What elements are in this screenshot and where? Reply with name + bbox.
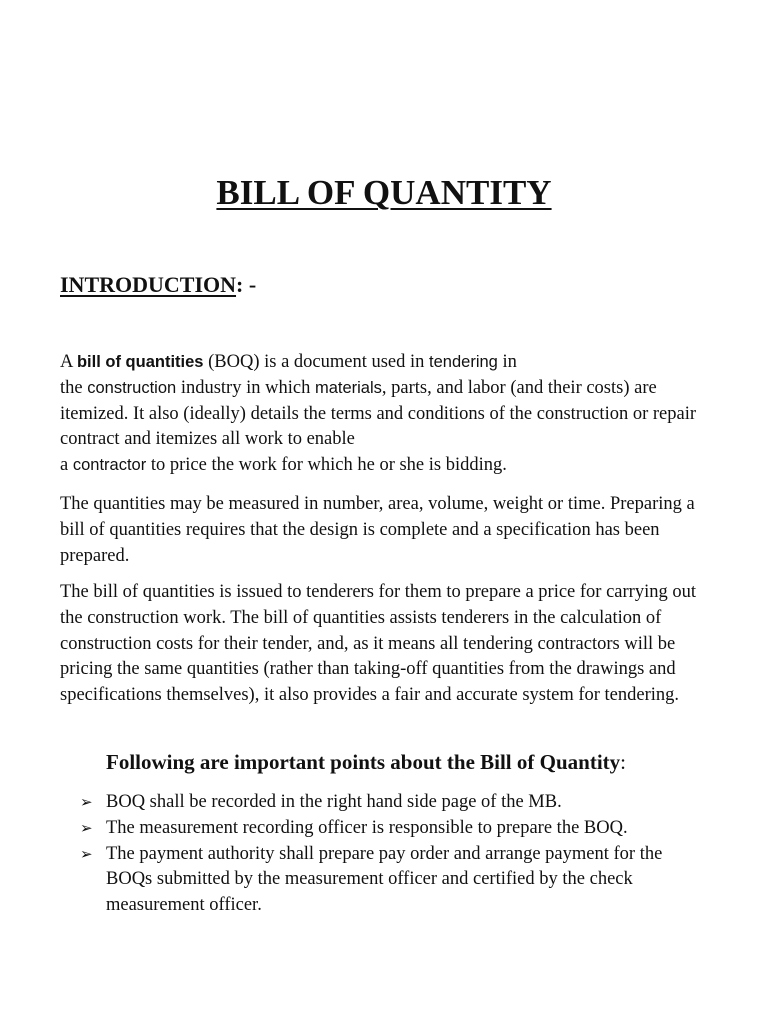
list-item (80, 842, 700, 919)
para1-text-8: to price the work for which he or she is bidding. (146, 455, 507, 476)
paragraph-boq-definition (60, 350, 720, 479)
paragraph-tenderers: The bill of quantities is issued to tenderers for them to prepare a price for carrying out the construction work. The bill of quantities assists tenderers in the calculation of construction costs for their tender, and, as it means all tendering contractors will be pricing the same quantities (rather than taking-off quantities from the drawings and specifications themselves), it also provides a fair and accurate system for tendering. (60, 582, 696, 706)
para1-text-5: industry in which (176, 377, 315, 398)
document-title (0, 172, 768, 214)
para1-term-tendering: tendering (429, 353, 498, 371)
para1-term-contractor: contractor (72, 456, 147, 475)
paragraph-quantities: The quantities may be measured in number, area, volume, weight or time. Preparing a bill of quantities requires that the design is complete and a specification has been prepared. (60, 494, 695, 566)
points-heading-suffix: : (620, 750, 626, 774)
point-text: BOQ shall be recorded in the right hand side page of the MB. (106, 792, 562, 812)
para1-text-6: , parts, and labor (and their costs) are itemized. It also (ideally) details the terms and conditions of the construction or repair contract and itemizes all work to enable (60, 377, 697, 450)
para1-term-materials: materials (314, 378, 382, 397)
para1-term-construction: construction (87, 378, 177, 397)
arrow-bullet-icon: ➢ (80, 793, 93, 811)
para1-text-7: a (60, 455, 73, 476)
para1-text-2: (BOQ) is a document used in (203, 352, 430, 372)
point-text: The payment authority shall prepare pay order and arrange payment for the BOQs submitted by the measurement officer and certified by the check measurement officer. (106, 843, 663, 916)
para1-text-1: A (60, 352, 77, 372)
arrow-bullet-icon: ➢ (80, 844, 93, 863)
arrow-bullet-icon: ➢ (80, 818, 93, 837)
document-title-text: BILL OF QUANTITY (216, 173, 552, 212)
para1-text-3: in (497, 352, 517, 372)
points-heading (106, 748, 626, 776)
list-item (80, 816, 700, 842)
para1-text-4: the (60, 377, 88, 398)
list-item (80, 790, 700, 816)
intro-heading (60, 270, 256, 300)
intro-heading-text: INTRODUCTION (60, 272, 237, 297)
point-text: The measurement recording officer is responsible to prepare the BOQ. (106, 817, 628, 838)
points-list (80, 790, 700, 919)
points-heading-text: Following are important points about the Bill of Quantity (106, 750, 621, 774)
para1-term-bill-of-quantities: bill of quantities (76, 353, 204, 371)
intro-heading-suffix: : - (236, 272, 257, 297)
